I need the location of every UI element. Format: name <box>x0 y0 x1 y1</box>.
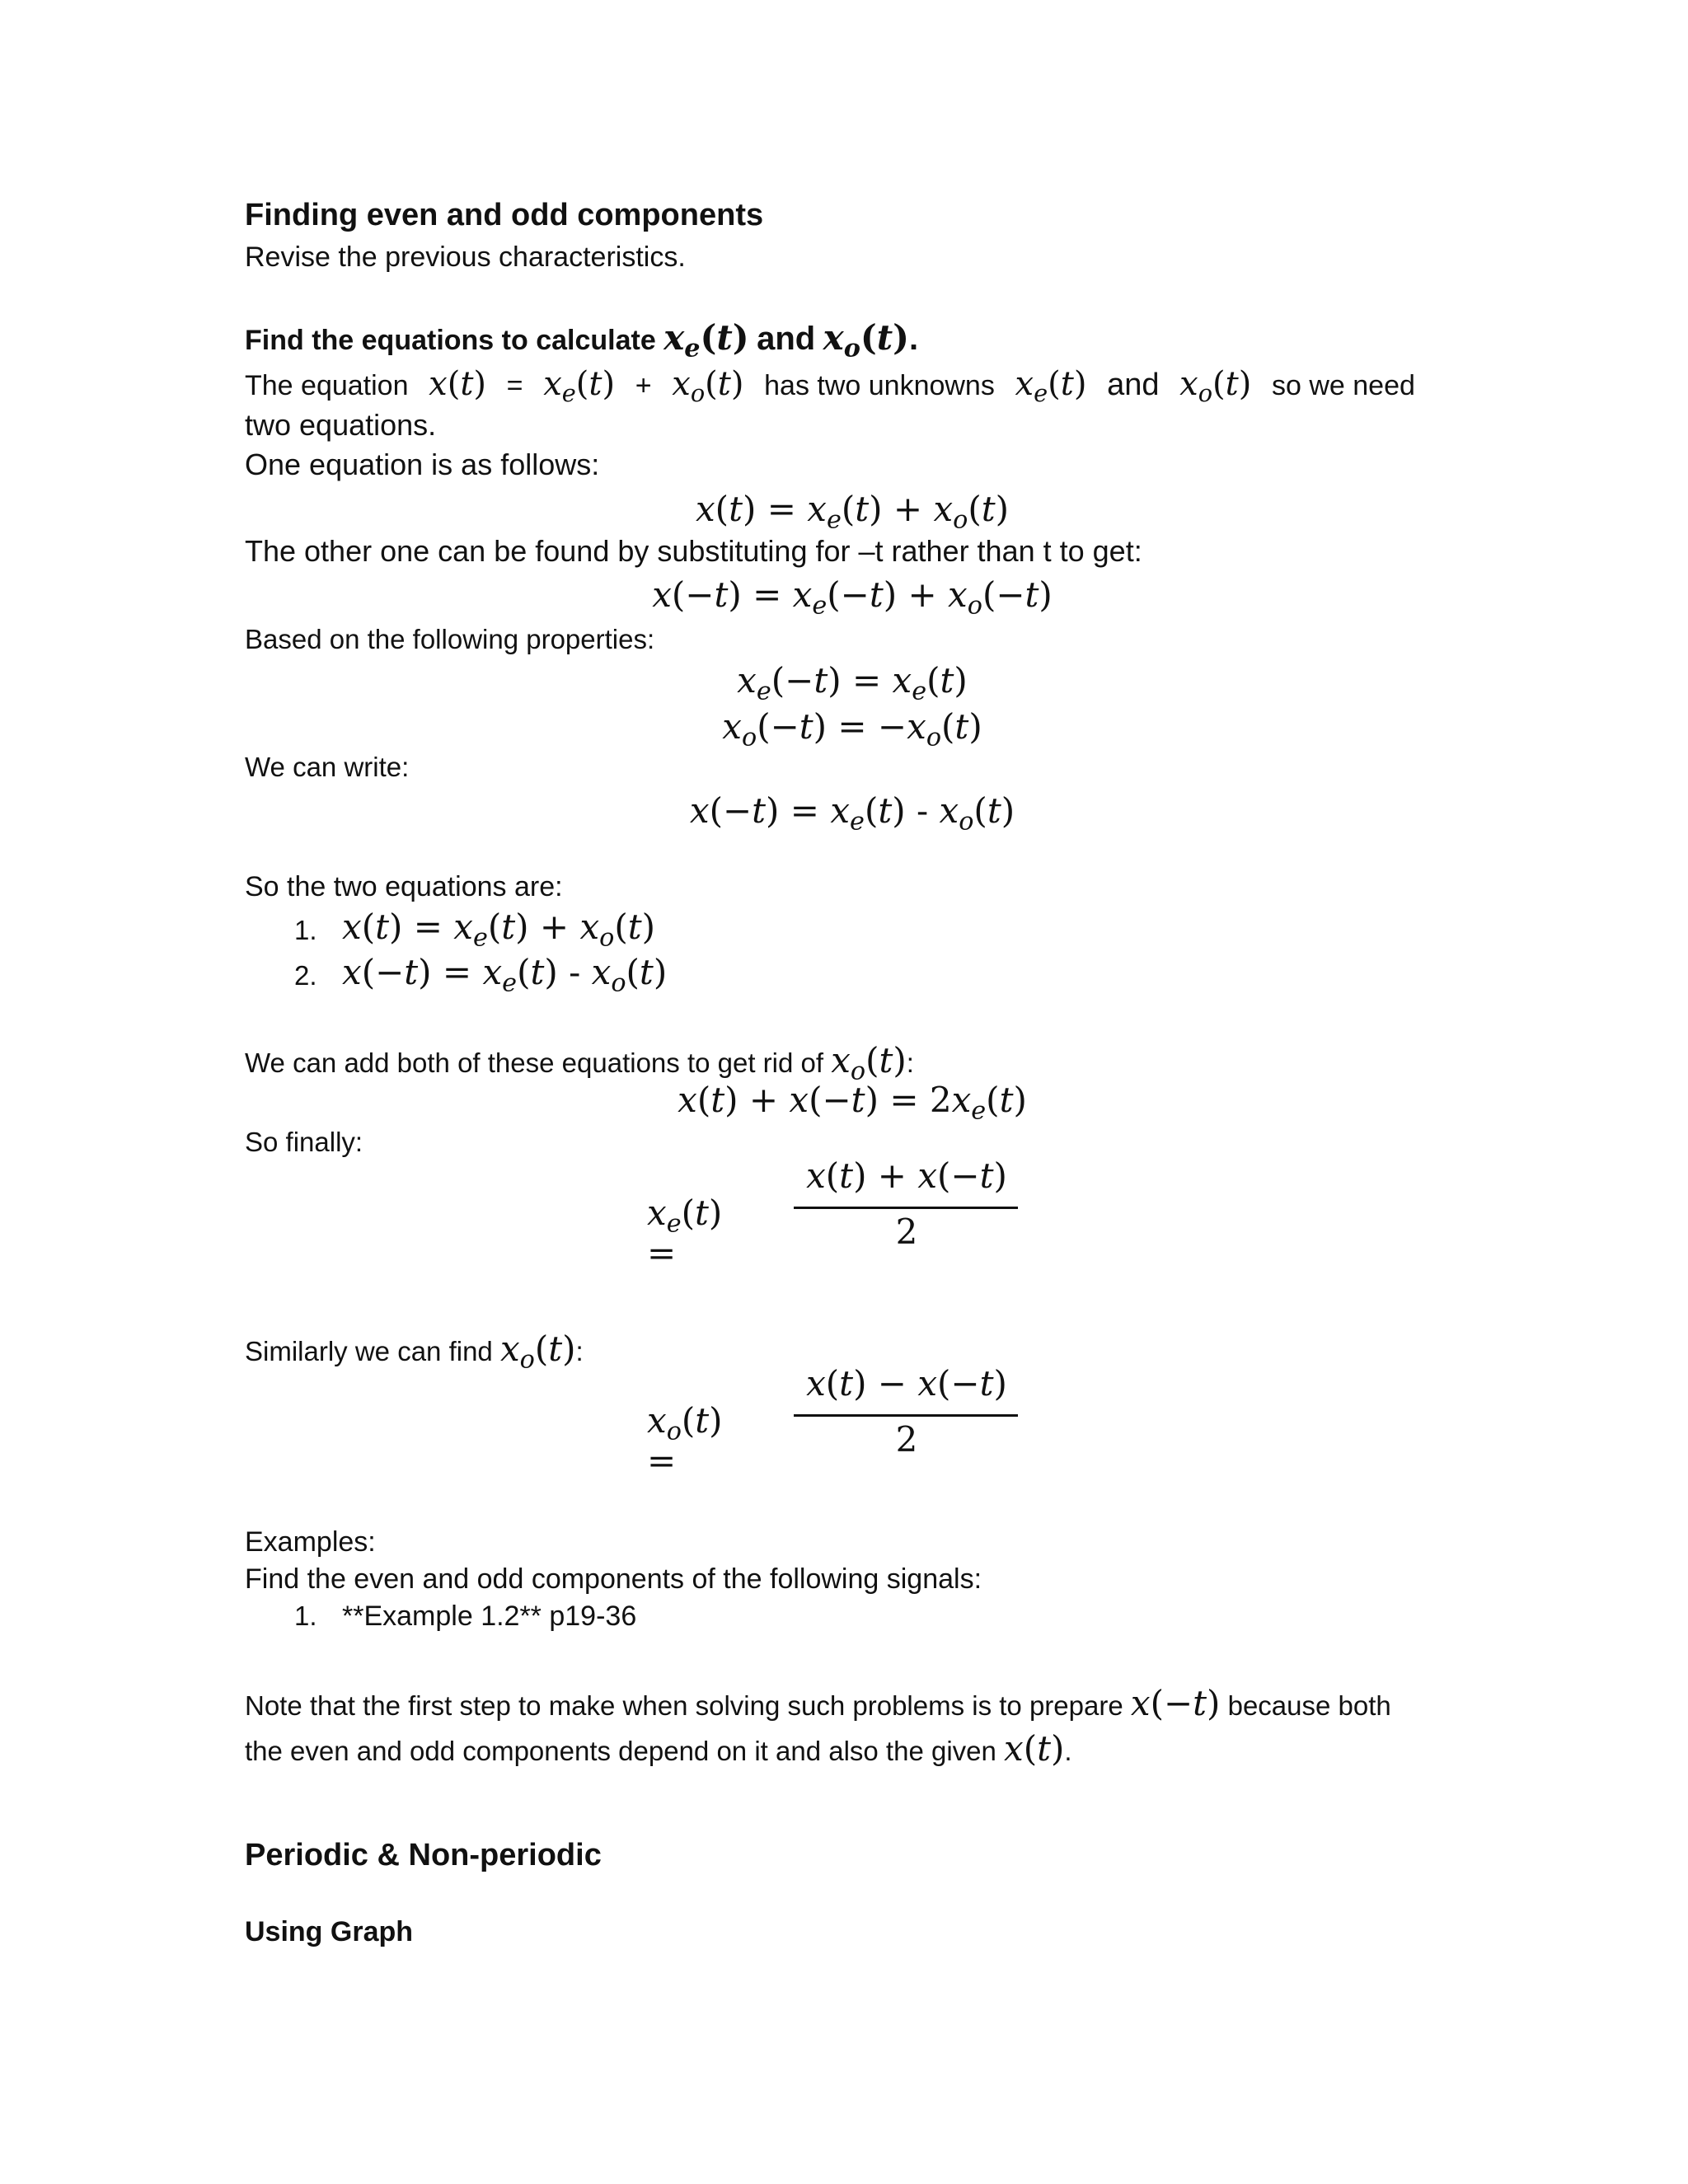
note-line-2: the even and odd components depend on it and also the given x(t). <box>245 1728 1072 1769</box>
property-odd: $x_o(-t) = -x_o(t)$ <box>722 706 982 752</box>
equation-negative-sum: $x(-t) = x_e(-t) + x_o(-t)$ <box>652 574 1053 621</box>
periodic-title: Periodic & Non-periodic <box>245 1838 602 1872</box>
based-on-text: Based on the following properties: <box>245 624 655 654</box>
property-even: $x_e(-t) = x_e(t)$ <box>737 660 968 706</box>
example-number-1: 1. <box>294 1601 317 1631</box>
equation-sum: $x(t) = x_e(t) + x_o(t)$ <box>695 489 1010 535</box>
equation-difference: $x(-t) = x_e(t) - x_o(t)$ <box>689 790 1015 837</box>
examples-label: Examples: <box>245 1526 376 1558</box>
so-two-text: So the two equations are: <box>245 871 563 902</box>
find-equations-heading: Find the equations to calculate $x_e(t)$ and $x_o(t)$. <box>245 317 919 363</box>
one-equation-text: One equation is as follows: <box>245 448 600 481</box>
we-can-write-text: We can write: <box>245 752 410 782</box>
list-number-1: 1. <box>294 915 317 945</box>
other-one-text: The other one can be found by substituting for –t rather than t to get: <box>245 534 1142 568</box>
example-item-1: **Example 1.2** p19-36 <box>342 1601 637 1632</box>
list-equation-1: $x(t) = x_e(t) + x_o(t)$ <box>342 907 656 953</box>
using-graph-heading: Using Graph <box>245 1916 414 1947</box>
so-finally-text: So finally: <box>245 1127 363 1157</box>
equation-added: $x(t) + x(-t) = 2x_e(t)$ <box>678 1080 1027 1126</box>
examples-instruction: Find the even and odd components of the following signals: <box>245 1563 982 1595</box>
section-title: Finding even and odd components <box>245 198 764 232</box>
list-number-2: 2. <box>294 960 317 991</box>
intro-line-2: two equations. <box>245 408 437 442</box>
add-both-text: We can add both of these equations to get rid of $x_o(t)$: <box>245 1040 914 1086</box>
list-equation-2: $x(-t) = x_e(t) - x_o(t)$ <box>342 952 668 998</box>
note-line-1: Note that the first step to make when solving such problems is to prepare x(−t) because both <box>245 1683 1391 1723</box>
similarly-text: Similarly we can find $x_o(t)$: <box>245 1329 584 1375</box>
intro-line-1: The equation x(t) = $x_e(t)$ + $x_o(t)$ has two unknowns $x_e(t)$ and $x_o(t)$ so we need <box>245 365 1415 408</box>
revise-text: Revise the previous characteristics. <box>245 241 686 273</box>
